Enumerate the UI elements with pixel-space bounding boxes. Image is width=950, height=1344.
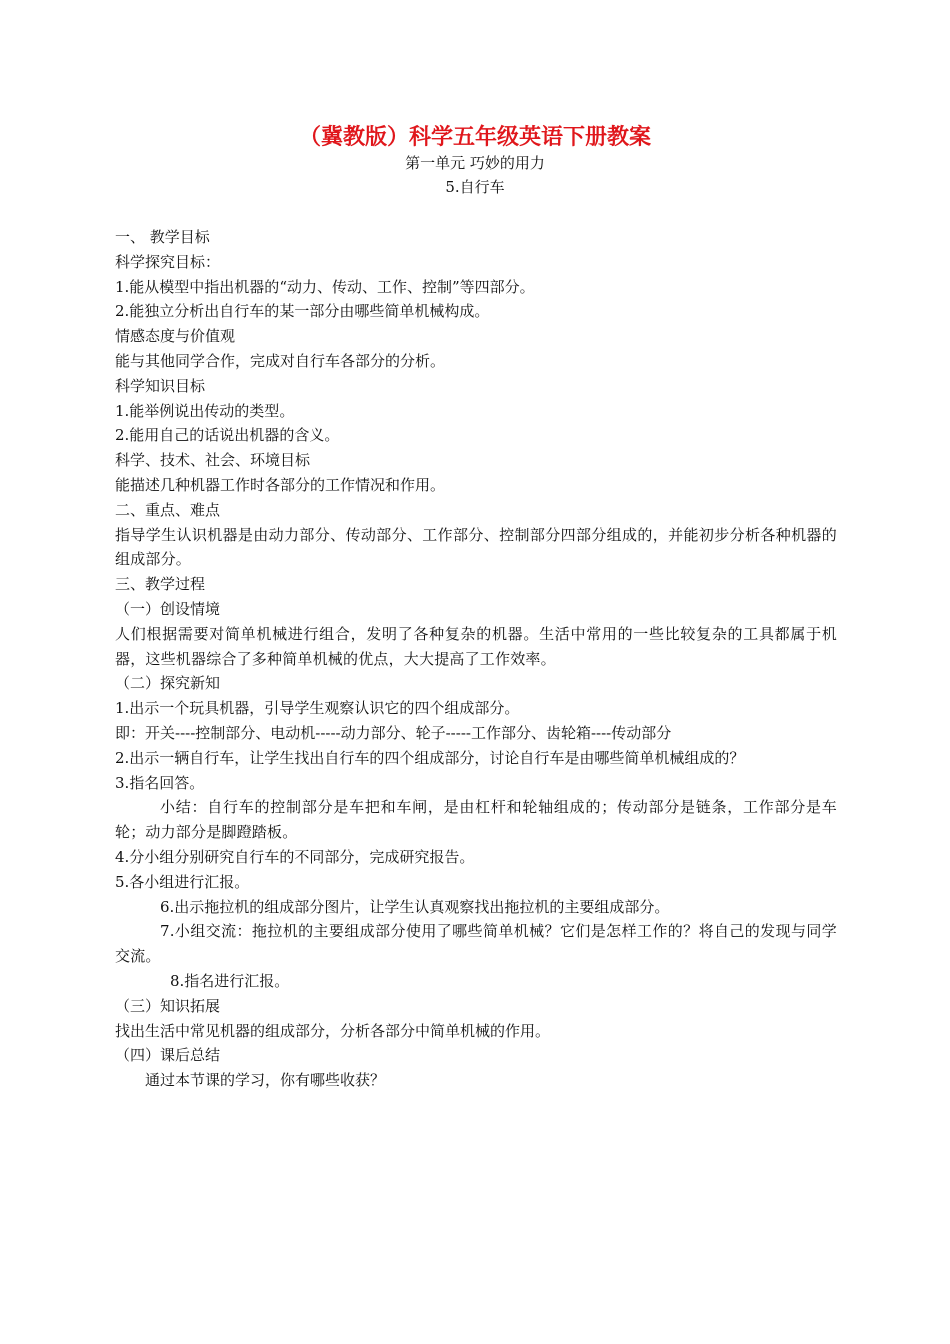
document-title: （冀教版）科学五年级英语下册教案 bbox=[298, 124, 651, 150]
text-line: 2.能用自己的话说出机器的含义。 bbox=[115, 426, 340, 445]
subheading-explore: （二）探究新知 bbox=[115, 674, 221, 693]
text-line: 1.能从模型中指出机器的“动力、传动、工作、控制”等四部分。 bbox=[115, 277, 535, 296]
text-line: 3.指名回答。 bbox=[115, 773, 205, 792]
subheading-scenario: （一）创设情境 bbox=[115, 599, 221, 618]
text-line: 2.能独立分析出自行车的某一部分由哪些简单机械构成。 bbox=[115, 302, 490, 321]
paragraph: 指导学生认识机器是由动力部分、传动部分、工作部分、控制部分四部分组成的，并能初步分析各种机器的组成部分。 bbox=[115, 525, 837, 569]
lesson-heading: 5.自行车 bbox=[445, 178, 505, 196]
text-line: 能描述几种机器工作时各部分的工作情况和作用。 bbox=[115, 475, 446, 494]
section-heading-process: 三、教学过程 bbox=[115, 575, 206, 594]
section-heading-objectives: 一、 教学目标 bbox=[115, 228, 210, 246]
subheading-attitude: 情感态度与价值观 bbox=[115, 327, 236, 346]
text-line: 4.分小组分别研究自行车的不同部分，完成研究报告。 bbox=[115, 847, 475, 866]
text-line: 即：开关----控制部分、电动机-----动力部分、轮子-----工作部分、齿轮箱----传动部分 bbox=[115, 723, 672, 742]
subheading-inquiry-goals: 科学探究目标： bbox=[115, 252, 221, 271]
text-line: 6.出示拖拉机的组成部分图片，让学生认真观察找出拖拉机的主要组成部分。 bbox=[160, 897, 670, 916]
unit-heading: 第一单元 巧妙的用力 bbox=[405, 154, 545, 172]
subheading-extension: （三）知识拓展 bbox=[115, 996, 221, 1015]
text-line: 能与其他同学合作，完成对自行车各部分的分析。 bbox=[115, 351, 446, 370]
text-line: 找出生活中常见机器的组成部分，分析各部分中简单机械的作用。 bbox=[115, 1021, 551, 1040]
subheading-summary: （四）课后总结 bbox=[115, 1046, 221, 1065]
text-line: 1.能举例说出传动的类型。 bbox=[115, 401, 295, 420]
section-heading-key-points: 二、重点、难点 bbox=[115, 500, 221, 519]
paragraph-summary: 小结：自行车的控制部分是车把和车闸，是由杠杆和轮轴组成的；传动部分是链条，工作部分是车轮；动力部分是脚蹬踏板。 bbox=[115, 798, 837, 842]
document-body bbox=[115, 225, 837, 1093]
text-line: 通过本节课的学习，你有哪些收获？ bbox=[145, 1071, 386, 1090]
subheading-knowledge-goals: 科学知识目标 bbox=[115, 376, 206, 395]
text-line: 5.各小组进行汇报。 bbox=[115, 872, 250, 891]
paragraph: 人们根据需要对简单机械进行组合，发明了各种复杂的机器。生活中常用的一些比较复杂的工具都属于机器，这些机器综合了多种简单机械的优点，大大提高了工作效率。 bbox=[115, 624, 837, 668]
text-line: 1.出示一个玩具机器，引导学生观察认识它的四个组成部分。 bbox=[115, 699, 520, 718]
subheading-sts-goals: 科学、技术、社会、环境目标 bbox=[115, 451, 311, 470]
paragraph: 7.小组交流：拖拉机的主要组成部分使用了哪些简单机械？它们是怎样工作的？将自己的发现与同学交流。 bbox=[115, 922, 837, 966]
text-line: 8.指名进行汇报。 bbox=[170, 971, 290, 990]
text-line: 2.出示一辆自行车，让学生找出自行车的四个组成部分，讨论自行车是由哪些简单机械组成的？ bbox=[115, 748, 745, 767]
